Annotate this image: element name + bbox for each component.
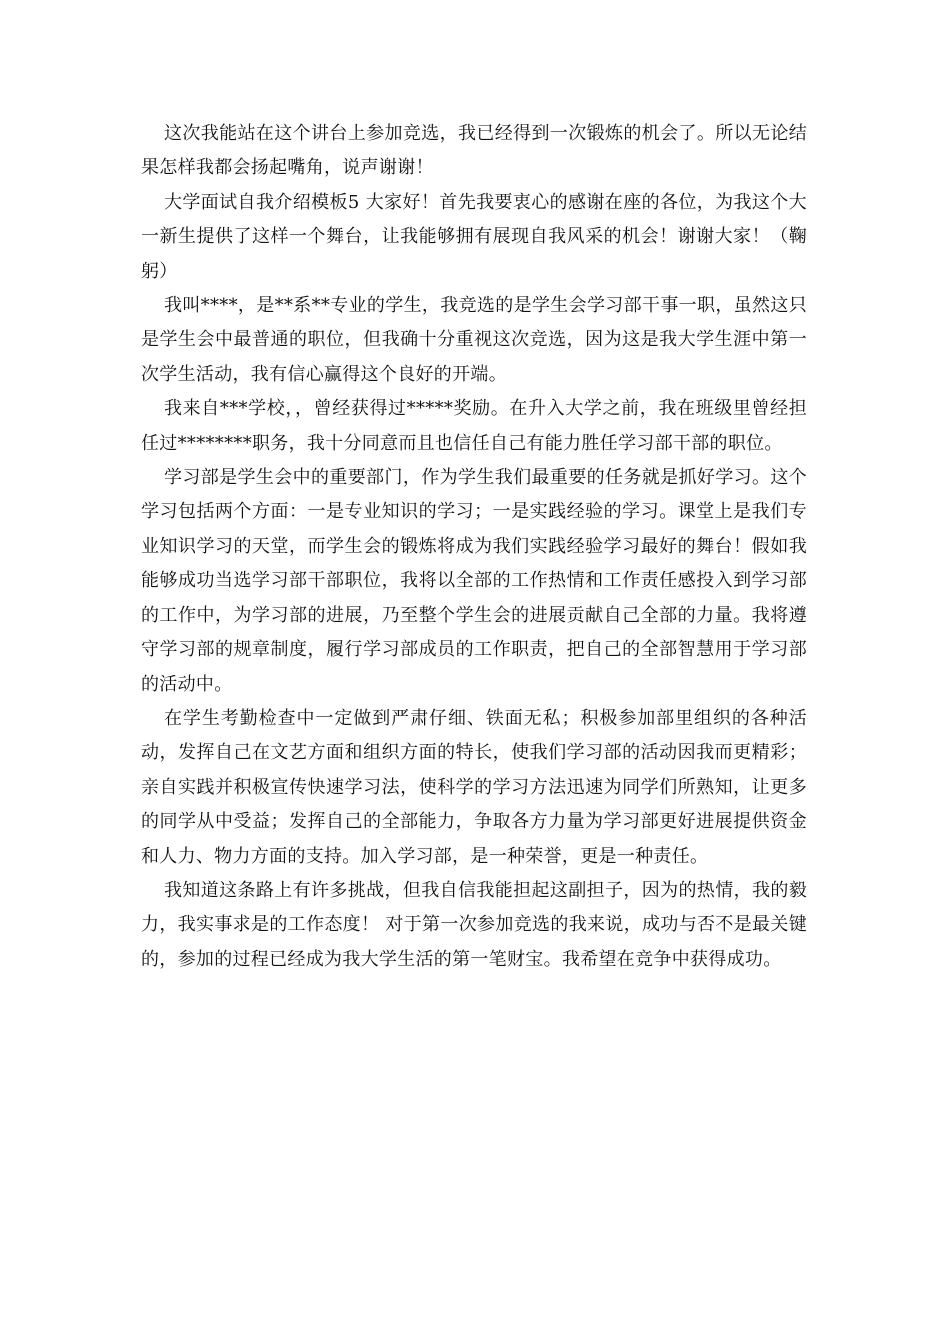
document-body bbox=[141, 117, 807, 977]
paragraph: 我来自***学校，，曾经获得过*****奖励。在升入大学之前，我在班级里曾经担任过********职务，我十分同意而且也信任自己有能力胜任学习部干部的职位。 bbox=[141, 398, 807, 454]
paragraph: 大学面试自我介绍模板5 大家好！首先我要衷心的感谢在座的各位，为我这个大一新生提供了这样一个舞台，让我能够拥有展现自我风采的机会！谢谢大家！（鞠躬） bbox=[141, 191, 807, 282]
paragraph: 这次我能站在这个讲台上参加竞选，我已经得到一次锻炼的机会了。所以无论结果怎样我都会扬起嘴角，说声谢谢！ bbox=[141, 123, 807, 179]
paragraph: 我知道这条路上有许多挑战，但我自信我能担起这副担子，因为的热情，我的毅力，我实事求是的工作态度！ 对于第一次参加竞选的我来说，成功与否不是最关键的，参加的过程已经成为我大学生活的第一笔财宝。我希望在竞争中获得成功。 bbox=[141, 879, 807, 970]
paragraph: 在学生考勤检查中一定做到严肃仔细、铁面无私；积极参加部里组织的各种活动，发挥自己在文艺方面和组织方面的特长，使我们学习部的活动因我而更精彩；亲自实践并积极宣传快速学习法，使科学的学习方法迅速为同学们所熟知，让更多的同学从中受益；发挥自己的全部能力，争取各方力量为学习部更好进展提供资金和人力、物力方面的支持。加入学习部，是一种荣誉，更是一种责任。 bbox=[141, 707, 807, 867]
paragraph: 我叫****，是**系**专业的学生，我竞选的是学生会学习部干事一职，虽然这只是学生会中最普通的职位，但我确十分重视这次竞选，因为这是我大学生涯中第一次学生活动，我有信心赢得这个良好的开端。 bbox=[141, 295, 807, 385]
paragraph: 学习部是学生会中的重要部门，作为学生我们最重要的任务就是抓好学习。这个学习包括两个方面：一是专业知识的学习；一是实践经验的学习。课堂上是我们专业知识学习的天堂，而学生会的锻炼将成为我们实践经验学习最好的舞台！假如我能够成功当选学习部干部职位，我将以全部的工作热情和工作责任感投入到学习部的工作中，为学习部的进展，乃至整个学生会的进展贡献自己全部的力量。我将遵守学习部的规章制度，履行学习部成员的工作职责，把自己的全部智慧用于学习部的活动中。 bbox=[141, 467, 807, 695]
